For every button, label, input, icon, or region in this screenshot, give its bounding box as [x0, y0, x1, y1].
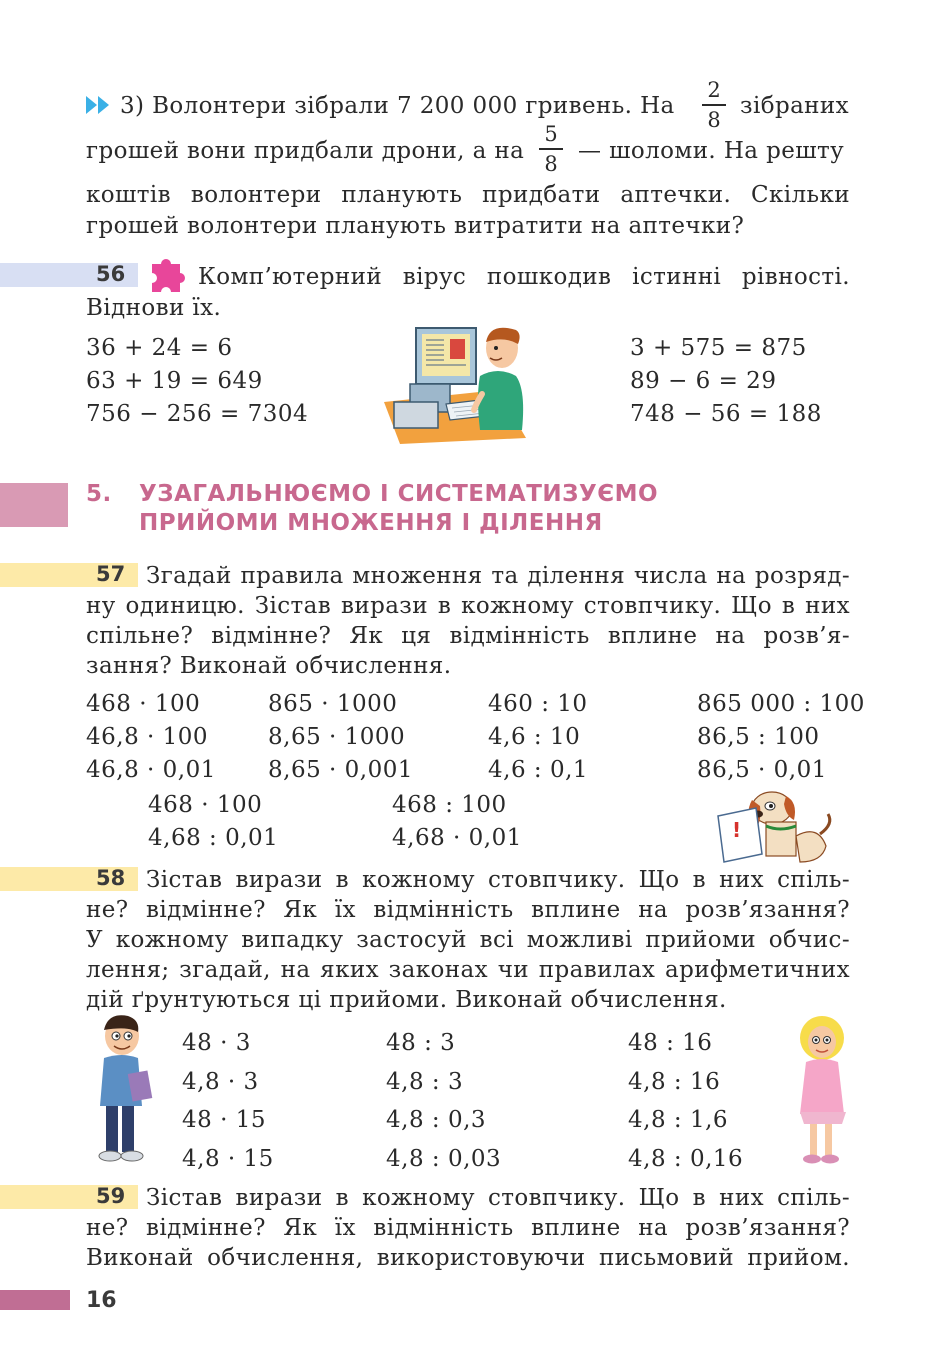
expression: 4,8 : 1,6: [628, 1107, 729, 1133]
expression: 8,65 · 1000: [268, 724, 406, 750]
equation: 89 − 6 = 29: [630, 368, 777, 394]
expression: 48 · 3: [182, 1030, 251, 1056]
page-number-band: [0, 1290, 70, 1310]
task-59-line-1: Зістав вирази в кожному стовпчику. Що в них спіль-: [146, 1185, 850, 1211]
task-57-column-1: [86, 688, 216, 787]
task-57-column-4: [697, 688, 865, 787]
section-title-line-2: ПРИЙОМИ МНОЖЕННЯ І ДІЛЕННЯ: [139, 510, 603, 536]
expression: 4,8 : 0,3: [386, 1107, 487, 1133]
task-55-line-2: грошей вони придбали дрони, а на: [86, 138, 525, 164]
task-57-column-3: [488, 688, 588, 787]
task-55-line-3: коштів волонтери планують придбати аптечки. Скільки: [86, 182, 850, 208]
expression: 48 : 16: [628, 1030, 713, 1056]
task-56-left-equations: [86, 332, 308, 431]
expression: 4,8 : 3: [386, 1068, 464, 1095]
task-57-column-2: [268, 688, 413, 787]
fraction-denominator: 8: [707, 107, 721, 132]
task-57-line-2: ну одиницю. Зістав вирази в кожному стовпчику. Що в них: [86, 593, 850, 619]
section-title-line-1: УЗАГАЛЬНЮЄМО І СИСТЕМАТИЗУЄМО: [139, 481, 659, 507]
task-55-line-2-end: — шоломи. На решту: [578, 138, 845, 164]
fraction-numerator: 5: [544, 122, 558, 146]
equation: 3 + 575 = 875: [630, 335, 807, 361]
task-58-line-1: Зістав вирази в кожному стовпчику. Що в них спіль-: [146, 867, 850, 893]
expression: 4,8 : 16: [628, 1068, 721, 1095]
task-58-line-5: дій ґрунтуються ці прийоми. Виконай обчислення.: [86, 987, 727, 1013]
dog-with-sign-illustration: [712, 786, 838, 866]
expression: 48 · 15: [182, 1107, 266, 1133]
boy-illustration: [92, 1014, 158, 1162]
equation: 63 + 19 = 649: [86, 368, 263, 394]
expression: 4,68 · 0,01: [392, 825, 522, 851]
task-number: 57: [96, 562, 126, 586]
task-55-line-1-end: зібраних: [740, 93, 850, 119]
task-58-column-1: [182, 1024, 274, 1178]
task-57-line-1: Згадай правила множення та ділення числа на розряд-: [146, 563, 850, 589]
task-56-line-1: Комп’ютерний вірус пошкодив істинні рівності.: [198, 264, 850, 290]
double-arrow-icon: [86, 96, 112, 114]
expression: 8,65 · 0,001: [268, 757, 413, 783]
task-56-right-equations: [630, 332, 822, 431]
expression: 86,5 · 0,01: [697, 757, 827, 783]
expression: 46,8 · 100: [86, 724, 209, 750]
fraction-five-eighths: [538, 122, 564, 176]
task-57-line-3: спільне? відмінне? Як ця відмінність вплине на розв’я-: [86, 623, 850, 649]
equation: 36 + 24 = 6: [86, 335, 233, 361]
sign-exclamation: !: [732, 818, 742, 842]
expression: 4,8 : 0,16: [628, 1145, 744, 1172]
expression: 86,5 : 100: [697, 724, 820, 750]
task-number: 59: [96, 1184, 126, 1208]
equation: 748 − 56 = 188: [630, 401, 822, 427]
expression: 4,68 : 0,01: [148, 825, 279, 851]
task-58-column-3: [628, 1024, 743, 1178]
expression: 46,8 · 0,01: [86, 757, 216, 783]
fraction-numerator: 2: [707, 78, 721, 102]
section-band: [0, 483, 68, 527]
expression: 48 : 3: [386, 1030, 456, 1056]
puzzle-piece-icon: [146, 256, 188, 296]
expression: 460 : 10: [488, 691, 588, 717]
fraction-denominator: 8: [544, 151, 558, 176]
equation: 756 − 256 = 7304: [86, 401, 309, 427]
expression: 468 : 100: [392, 792, 507, 818]
task-55-line-1: 3) Волонтери зібрали 7 200 000 гривень. На: [120, 93, 675, 119]
task-number: 58: [96, 866, 126, 890]
task-56-line-2: Віднови їх.: [86, 295, 222, 321]
task-57-line-4: зання? Виконай обчислення.: [86, 653, 452, 679]
task-58-line-4: лення; згадай, на яких законах чи правилах арифметичних: [86, 957, 850, 983]
expression: 4,8 · 15: [182, 1145, 274, 1172]
expression: 4,6 : 0,1: [488, 757, 589, 783]
page-number: 16: [86, 1288, 117, 1313]
section-number: 5.: [86, 481, 112, 507]
expression: 4,8 · 3: [182, 1068, 259, 1095]
task-58-line-3: У кожному випадку застосуй всі можливі прийоми обчис-: [86, 927, 850, 953]
task-58-line-2: не? відмінне? Як їх відмінність вплине на розв’язання?: [86, 897, 850, 923]
task-59-line-2: не? відмінне? Як їх відмінність вплине на розв’язання?: [86, 1215, 850, 1241]
expression: 865 · 1000: [268, 691, 398, 717]
expression: 468 · 100: [148, 792, 263, 818]
expression: 865 000 : 100: [697, 691, 865, 717]
task-57-extra-column-2: [392, 789, 522, 855]
computer-user-illustration: [380, 320, 540, 446]
task-57-extra-column-1: [148, 789, 278, 855]
task-58-column-2: [386, 1024, 501, 1178]
girl-illustration: [792, 1014, 854, 1166]
task-55-line-4: грошей волонтери планують витратити на аптечки?: [86, 213, 745, 239]
expression: 468 · 100: [86, 691, 201, 717]
expression: 4,6 : 10: [488, 724, 581, 750]
task-number: 56: [96, 262, 126, 286]
expression: 4,8 : 0,03: [386, 1145, 502, 1172]
task-59-line-3: Виконай обчислення, використовуючи письмовий прийом.: [86, 1245, 850, 1271]
fraction-two-eighths: [701, 78, 727, 132]
